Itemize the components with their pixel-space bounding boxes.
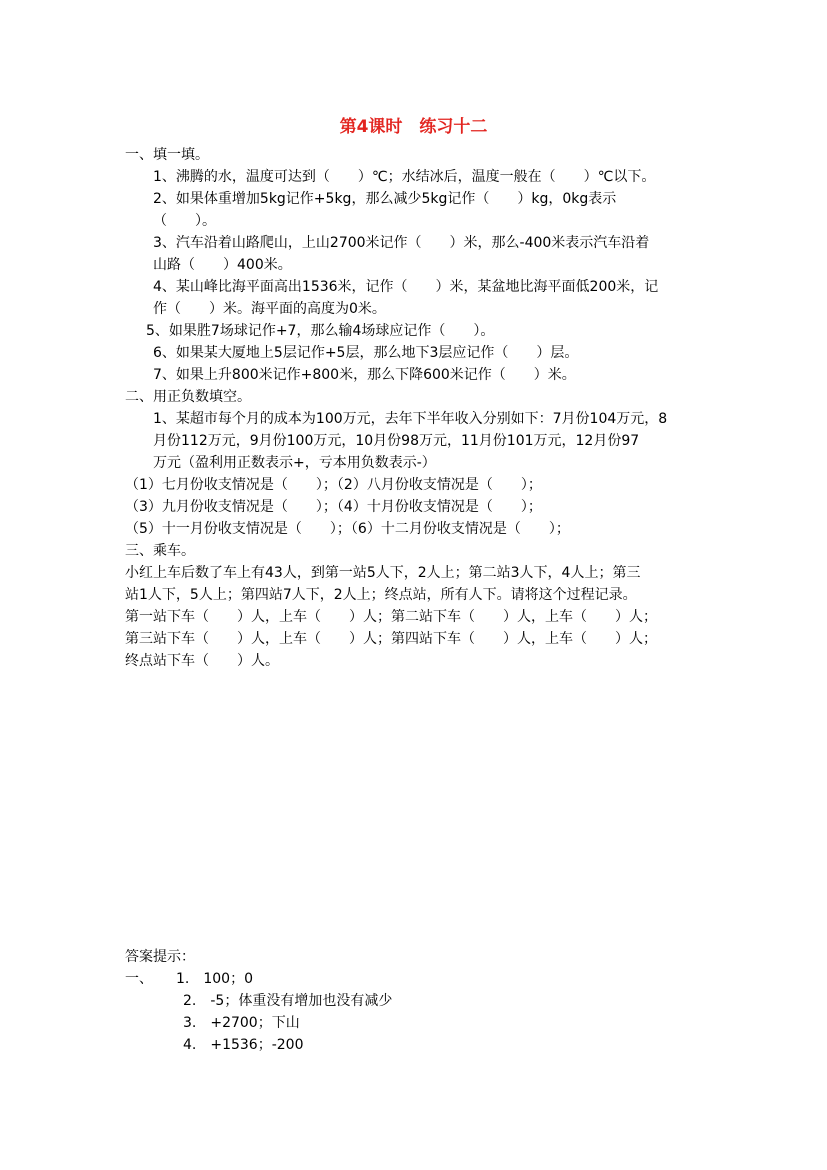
q1-3-line1: 3、汽车沿着山路爬山，上山2700米记作（ ）米，那么-400米表示汽车沿着	[153, 235, 650, 251]
section1-heading: 一、填一填。	[125, 147, 209, 163]
q1-3-line2: 山路（ ）400米。	[153, 257, 292, 273]
q1-4-line2: 作（ ）米。海平面的高度为0米。	[153, 301, 386, 317]
q3-line2: 站1人下，5人上；第四站7人下，2人上；终点站，所有人下。请将这个过程记录。	[125, 587, 637, 603]
answers-heading: 答案提示：	[125, 949, 195, 965]
q3-line5: 终点站下车（ ）人。	[125, 653, 279, 669]
q1-6-line: 6、如果某大厦地上5层记作+5层，那么地下3层应记作（ ）层。	[153, 345, 579, 361]
document-title: 第4课时 练习十二	[339, 117, 488, 137]
q1-4-line1: 4、某山峰比海平面高出1536米，记作（ ）米，某盆地比海平面低200米，记	[153, 279, 659, 295]
answer-item-4: 4. +1536；-200	[183, 1037, 304, 1053]
q2-1-line1: 1、某超市每个月的成本为100万元，去年下半年收入分别如下：7月份104万元，8	[153, 411, 668, 427]
q1-7-line: 7、如果上升800米记作+800米，那么下降600米记作（ ）米。	[153, 367, 576, 383]
q3-line3: 第一站下车（ ）人，上车（ ）人；第二站下车（ ）人，上车（ ）人；	[125, 609, 657, 625]
q2-row-3: （5）十一月份收支情况是（ ）；（6）十二月份收支情况是（ ）；	[125, 521, 570, 537]
q1-5-line: 5、如果胜7场球记作+7，那么输4场球应记作（ ）。	[146, 323, 495, 339]
q2-1-line3: 万元（盈利用正数表示+，亏本用负数表示-）	[153, 455, 436, 471]
answers-section-label: 一、	[125, 971, 153, 987]
q3-line1: 小红上车后数了车上有43人，到第一站5人下，2人上；第二站3人下，4人上；第三	[125, 565, 641, 581]
q2-row-2: （3）九月份收支情况是（ ）；（4）十月份收支情况是（ ）；	[125, 499, 542, 515]
q1-1-line: 1、沸腾的水，温度可达到（ ）℃；水结冰后，温度一般在（ ）℃以下。	[153, 169, 656, 185]
section3-heading: 三、乘车。	[125, 543, 195, 559]
answer-item-1: 1. 100；0	[176, 971, 253, 987]
q1-2-line1: 2、如果体重增加5kg记作+5kg，那么减少5kg记作（ ）kg，0kg表示	[153, 191, 617, 207]
answer-item-2: 2. -5；体重没有增加也没有减少	[183, 993, 393, 1009]
q2-row-1: （1）七月份收支情况是（ ）；（2）八月份收支情况是（ ）；	[125, 477, 542, 493]
section2-heading: 二、用正负数填空。	[125, 389, 251, 405]
answer-item-3: 3. +2700；下山	[183, 1015, 300, 1031]
q2-1-line2: 月份112万元，9月份100万元，10月份98万元，11月份101万元，12月份97	[153, 433, 640, 449]
q3-line4: 第三站下车（ ）人，上车（ ）人；第四站下车（ ）人，上车（ ）人；	[125, 631, 657, 647]
q1-2-line2: （ ）。	[153, 213, 216, 229]
